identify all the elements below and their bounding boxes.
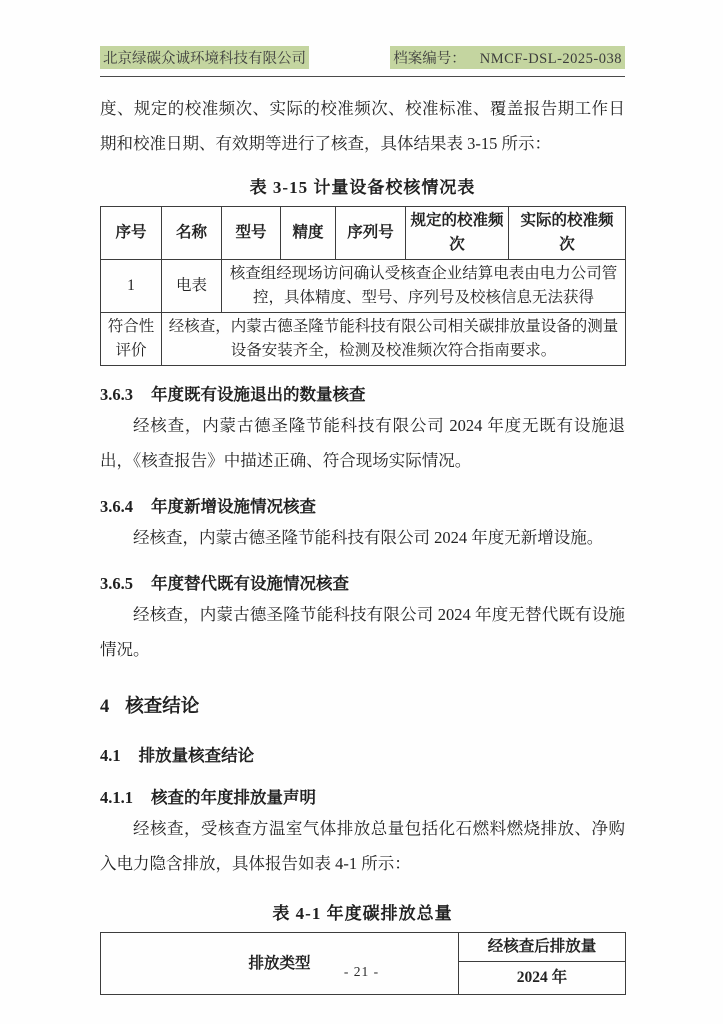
page-header	[100, 46, 625, 77]
cell-device-name: 电表	[162, 260, 222, 313]
section-number: 4.1.1	[100, 788, 133, 807]
cell-conformity-label: 符合性评价	[101, 313, 162, 366]
col-header-model: 型号	[222, 207, 281, 260]
company-name: 北京绿碳众诚环境科技有限公司	[100, 46, 309, 69]
cell-year-header: 2024 年	[459, 962, 626, 995]
section-heading-3-6-3	[100, 382, 625, 408]
cell-conformity-note: 经核查，内蒙古德圣隆节能科技有限公司相关碳排放量设备的测量设备安装齐全，检测及校准频次符合指南要求。	[162, 313, 626, 366]
col-header-actual-freq: 实际的校准频次	[509, 207, 626, 260]
table-row	[101, 260, 626, 313]
cell-verified-emission-header: 经核查后排放量	[459, 933, 626, 962]
col-header-precision: 精度	[281, 207, 336, 260]
col-header-serial: 序列号	[336, 207, 406, 260]
paragraph-3-6-3: 经核查，内蒙古德圣隆节能科技有限公司 2024 年度无既有设施退出，《核查报告》中描述正确、符合现场实际情况。	[100, 416, 625, 470]
section-number: 3.6.5	[100, 574, 133, 593]
section-number: 3.6.4	[100, 497, 133, 516]
paragraph-3-6-5: 经核查，内蒙古德圣隆节能科技有限公司 2024 年度无替代既有设施情况。	[100, 605, 625, 659]
col-header-required-freq: 规定的校准频次	[406, 207, 509, 260]
section-title: 排放量核查结论	[138, 746, 255, 765]
section-heading-4-1	[100, 743, 625, 769]
page-number: - 21 -	[343, 964, 380, 979]
section-title: 核查的年度排放量声明	[151, 788, 316, 807]
section-title: 年度新增设施情况核查	[151, 497, 316, 516]
section-title: 年度既有设施退出的数量核查	[151, 385, 366, 404]
table-3-15-title: 表 3-15 计量设备校核情况表	[249, 178, 476, 197]
col-header-seq: 序号	[101, 207, 162, 260]
table-row	[101, 933, 626, 962]
table-3-15	[100, 206, 626, 366]
cell-seq: 1	[101, 260, 162, 313]
cell-device-note: 核查组经现场访问确认受核查企业结算电表由电力公司管控，具体精度、型号、序列号及校核信息无法获得	[222, 260, 626, 313]
section-number: 3.6.3	[100, 385, 133, 404]
cell-emission-type-header: 排放类型	[101, 933, 459, 995]
table-3-15-header-row	[101, 207, 626, 260]
chapter-number: 4	[100, 697, 110, 717]
table-row	[101, 313, 626, 366]
table-4-1-title: 表 4-1 年度碳排放总量	[272, 904, 453, 923]
section-heading-4-1-1	[100, 785, 625, 811]
file-number-label: 档案编号：	[393, 51, 466, 67]
chapter-title: 核查结论	[125, 697, 200, 717]
chapter-heading-4	[100, 693, 625, 721]
section-heading-3-6-5	[100, 571, 625, 597]
section-number: 4.1	[100, 746, 121, 765]
section-title: 年度替代既有设施情况核查	[151, 574, 349, 593]
section-heading-3-6-4	[100, 494, 625, 520]
paragraph-4-1-1: 经核查，受核查方温室气体排放总量包括化石燃料燃烧排放、净购入电力隐含排放，具体报告如表 4-1 所示：	[100, 819, 625, 873]
paragraph-calibration-check: 度、规定的校准频次、实际的校准频次、校准标准、覆盖报告期工作日期和校准日期、有效期等进行了核查，具体结果表 3-15 所示：	[100, 99, 625, 153]
col-header-name: 名称	[162, 207, 222, 260]
paragraph-3-6-4: 经核查，内蒙古德圣隆节能科技有限公司 2024 年度无新增设施。	[133, 528, 604, 547]
file-number	[390, 46, 625, 69]
file-number-value: NMCF-DSL-2025-038	[479, 51, 622, 67]
